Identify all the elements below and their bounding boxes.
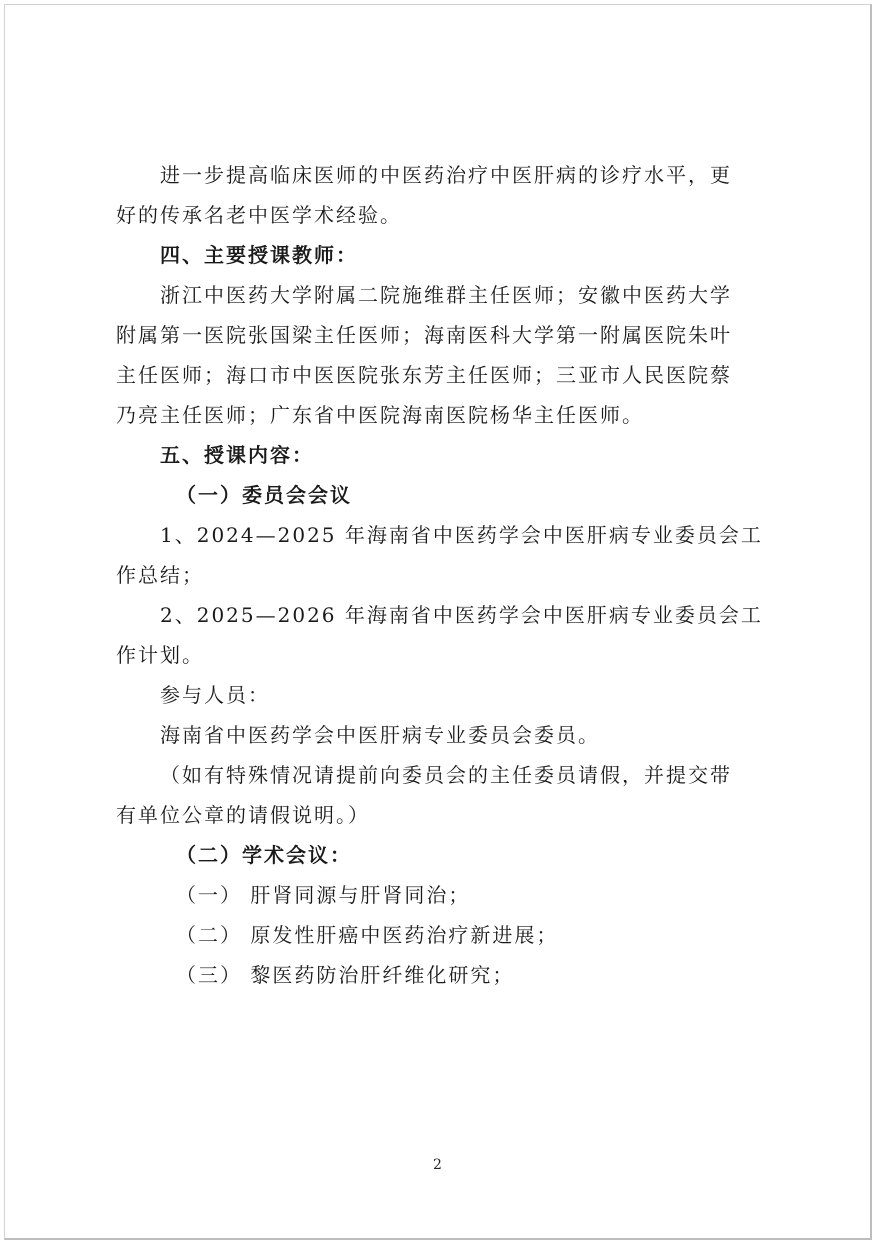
- committee-item-1: [116, 515, 781, 595]
- text-line: 主任医师；海口市中医医院张东芳主任医师；三亚市人民医院蔡: [116, 363, 732, 387]
- document-page: [4, 4, 872, 1240]
- participants-label: 参与人员：: [160, 683, 270, 707]
- text-line: 1、2024—2025 年海南省中医药学会中医肝病专业委员会工: [160, 523, 763, 547]
- text-line: 作总结；: [116, 563, 204, 587]
- section-heading-content: 五、授课内容：: [160, 443, 314, 467]
- intro-paragraph: [116, 155, 781, 235]
- committee-item-2: [116, 595, 781, 675]
- topic-item: （二） 原发性肝癌中医药治疗新进展；: [176, 923, 559, 947]
- subsection-heading-academic: （二）学术会议：: [176, 843, 352, 867]
- text-line: 浙江中医药大学附属二院施维群主任医师；安徽中医药大学: [160, 283, 732, 307]
- text-line: 有单位公章的请假说明。）: [116, 803, 370, 827]
- topic-item: （一） 肝肾同源与肝肾同治；: [176, 883, 471, 907]
- text-line: 进一步提高临床医师的中医药治疗中医肝病的诊疗水平，更: [160, 163, 732, 187]
- leave-note: [116, 755, 781, 835]
- text-line: 作计划。: [116, 643, 204, 667]
- topic-item: （三） 黎医药防治肝纤维化研究；: [176, 963, 515, 987]
- text-line: 好的传承名老中医学术经验。: [116, 203, 402, 227]
- teachers-paragraph: [116, 275, 781, 435]
- participants-text: 海南省中医药学会中医肝病专业委员会委员。: [160, 723, 600, 747]
- text-line: 附属第一医院张国梁主任医师；海南医科大学第一附属医院朱叶: [116, 323, 732, 347]
- page-number: 2: [433, 1157, 442, 1173]
- subsection-heading-committee: （一）委员会会议: [176, 483, 352, 507]
- text-line: 乃亮主任医师；广东省中医院海南医院杨华主任医师。: [116, 403, 644, 427]
- document-body: [116, 155, 781, 995]
- section-heading-teachers: 四、主要授课教师：: [160, 243, 358, 267]
- text-line: 2、2025—2026 年海南省中医药学会中医肝病专业委员会工: [160, 603, 763, 627]
- text-line: （如有特殊情况请提前向委员会的主任委员请假，并提交带: [160, 763, 732, 787]
